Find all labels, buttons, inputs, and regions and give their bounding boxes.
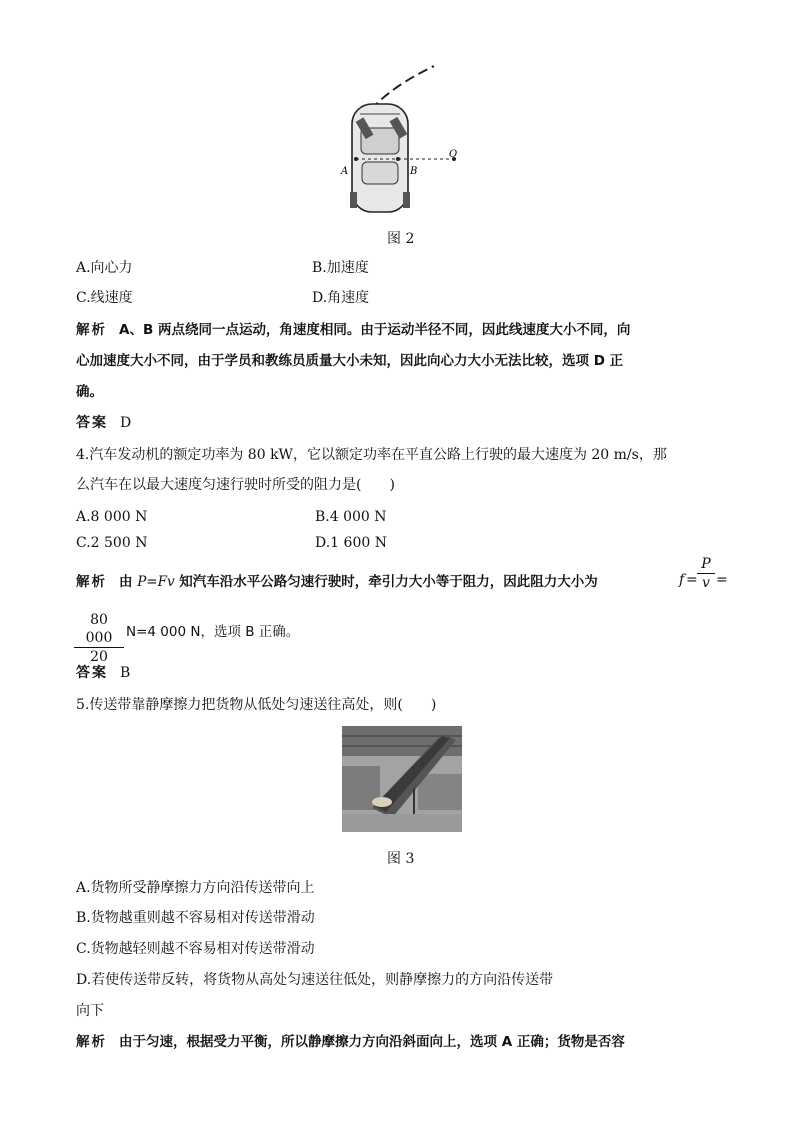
q4-fraction-p-over-v (697, 555, 715, 592)
q3-analysis-line-3: 确。 (76, 384, 103, 400)
q4-frac2-num: 80 000 (74, 611, 124, 648)
q5-option-d-line-2: 向下 (76, 1003, 104, 1019)
q4-option-b: B.4 000 N (315, 509, 387, 525)
q4-fraction-80000-over-20 (74, 611, 124, 666)
q3-option-b: B.加速度 (312, 260, 369, 276)
q4-option-a: A.8 000 N (76, 509, 148, 525)
q5-option-d-line-1: D.若使传送带反转，将货物从高处匀速送往低处，则静摩擦力的方向沿传送带 (76, 972, 554, 988)
q4-stem-line-1: 4.汽车发动机的额定功率为 80 kW，它以额定功率在平直公路上行驶的最大速度为 20 m/s，那 (76, 447, 667, 463)
q4-frac1-num: P (697, 555, 715, 574)
q3-option-c: C.线速度 (76, 290, 133, 306)
point-a-label: A (341, 166, 349, 177)
q4-analysis-line-1 (76, 572, 598, 592)
q4-analysis-label: 解析 (76, 574, 107, 590)
q3-analysis-label: 解析 (76, 322, 107, 338)
figure-3-conveyor-photo (342, 726, 462, 832)
point-o-label: O (449, 149, 458, 160)
q3-answer-line (76, 413, 131, 433)
q4-frac2-den: 20 (90, 649, 108, 665)
figure-2-caption: 图 2 (387, 231, 415, 247)
q3-analysis-line-2: 心加速度大小不同，由于学员和教练员质量大小未知，因此向心力大小无法比较，选项 D 正 (76, 353, 624, 369)
q4-option-d: D.1 600 N (315, 535, 387, 551)
q4-analysis-pre: 由 (119, 574, 138, 590)
q5-option-a: A.货物所受静摩擦力方向沿传送带向上 (76, 880, 315, 896)
q4-answer-value: B (120, 665, 131, 681)
figure-2-car-diagram (330, 64, 470, 219)
q3-answer-value: D (120, 415, 132, 431)
q5-option-c: C.货物越轻则越不容易相对传送带滑动 (76, 941, 315, 957)
figure-3-caption: 图 3 (387, 851, 415, 867)
q3-option-d: D.角速度 (312, 290, 370, 306)
q4-answer-label: 答案 (76, 665, 108, 681)
q4-equals-2: = (716, 572, 728, 588)
q5-option-b: B.货物越重则越不容易相对传送带滑动 (76, 910, 315, 926)
q4-equals-1: = (686, 572, 698, 588)
q5-analysis-line-1 (76, 1032, 625, 1052)
q4-stem-line-2: 么汽车在以最大速度匀速行驶时所受的阻力是( ) (76, 477, 395, 493)
q3-option-a: A.向心力 (76, 260, 133, 276)
q4-analysis-line-2: N=4 000 N，选项 B 正确。 (126, 624, 300, 640)
q5-analysis-label: 解析 (76, 1034, 107, 1050)
q4-f-variable: f (679, 572, 685, 588)
q4-option-c: C.2 500 N (76, 535, 148, 551)
q3-analysis-text-1: A、B 两点绕同一点运动，角速度相同。由于运动半径不同，因此线速度大小不同，向 (119, 322, 631, 338)
q4-analysis-post: 知汽车沿水平公路匀速行驶时，牵引力大小等于阻力，因此阻力大小为 (174, 574, 598, 590)
q5-analysis-text-1: 由于匀速，根据受力平衡，所以静摩擦力方向沿斜面向上，选项 A 正确；货物是否容 (119, 1034, 625, 1050)
q3-analysis-line-1 (76, 320, 630, 340)
point-b-label: B (410, 166, 418, 177)
q4-answer-line (76, 663, 130, 683)
q3-answer-label: 答案 (76, 415, 108, 431)
q5-stem: 5.传送带靠静摩擦力把货物从低处匀速送往高处，则( ) (76, 697, 437, 713)
q4-formula-pfv: P=Fv (137, 574, 175, 590)
q4-frac1-den: v (702, 575, 710, 591)
